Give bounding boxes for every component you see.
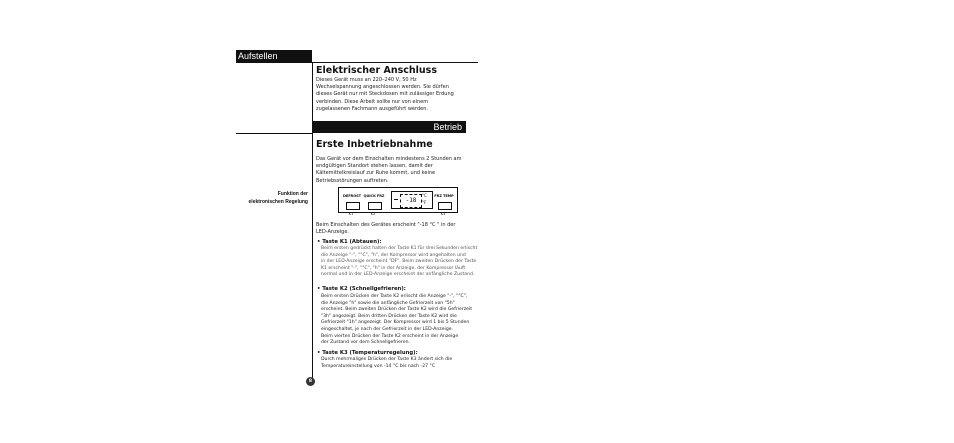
defrost-label: DEFROST <box>342 194 362 198</box>
bullet-k3-title: • Taste K3 (Temperaturregelung): <box>317 350 418 356</box>
bullet-k2-text: Beim ersten Drücken der Taste K2 erlischt die Anzeige "-", "°C", die Anzeige "h" sowie die anfängliche Gefrierzeit von "5h" erscheint. Beim zweiten Drücken der Taste K2 wird die Gefrierzeit "3h" angezeigt. Beim dritten Drücken der Taste K2 wird die Gefrierzeit "1h" angezeigt. Der Kompressor wird 1 bis 5 Stunden eingeschaltet, je nach der Gefrierzeit in der LED-Anzeige. Beim vierten Drücken der Taste K2 erscheint in der Anzeige der Zustand vor dem Schnellgefrieren. <box>321 294 473 346</box>
display-dash <box>394 199 398 200</box>
bullet-k1-text: Beim ersten gedrückt halten der Taste K1 für drei Sekunden erlischt die Anzeige "-", "°C", "h", der Kompressor wird angehalten und in der LED-Anzeige erscheint "DF". Beim zweiten Drücken der Taste K1 erscheint "-", "°C", "h" in der Anzeige, der Kompressor läuft normal und in der LED-Anzeige erscheint der anfängliche Zustand. <box>321 246 478 278</box>
section-tab: Aufstellen <box>236 50 312 63</box>
quick-freeze-label: QUICK FRZ <box>363 194 385 198</box>
side-label: Funktion der elektronischen Regelung <box>248 191 308 205</box>
key-k1 <box>346 202 360 210</box>
display-unit-c: °C <box>422 193 427 198</box>
connection-body: Dieses Gerät muss an 220–240 V, 50 Hz Wechselspannung angeschlossen werden. Sie dürfen dieses Gerät nur mit Steckdosen mit zulässiger Erdung verbinden. Diese Arbeit sollte nur von einem zugelassenen Fachmann ausgeführt werden. <box>316 77 454 112</box>
k2-tag: K2 <box>370 212 376 216</box>
bullet-k3-text: Durch mehrmaliges Drücken der Taste K3 ändert sich die Temperatureinstellung von -14 °C bis nach -27 °C <box>321 357 453 369</box>
k1-tag: K1 <box>348 212 354 216</box>
margin-line <box>312 62 313 380</box>
page-number: 8 <box>306 377 315 386</box>
k3-tag: K3 <box>440 212 446 216</box>
freezer-temp-label: FRZ TEMP <box>434 194 454 198</box>
control-panel-figure <box>338 187 458 213</box>
section-title-startup: Erste Inbetriebnahme <box>316 139 433 150</box>
left-rule <box>236 133 312 134</box>
top-rule <box>312 62 478 63</box>
led-display <box>391 191 433 209</box>
key-k2 <box>368 202 382 210</box>
key-k3 <box>438 202 452 210</box>
display-unit-f: °F <box>422 200 427 205</box>
display-digits: -18 <box>400 194 422 208</box>
after-panel-text: Beim Einschalten des Gerätes erscheint "-18 °C " in der LED-Anzeige. <box>316 222 456 236</box>
section-title-connection: Elektrischer Anschluss <box>316 65 437 76</box>
bullet-k2-title: • Taste K2 (Schnellgefrieren): <box>317 286 406 292</box>
startup-body: Das Gerät vor dem Einschalten mindestens 2 Stunden am endgültigen Standort stehen lassen, damit der Kältemittelkreislauf zur Ruhe kommt, und keine Betriebsstörungen auftreten. <box>316 156 462 184</box>
bullet-k1-title: • Taste K1 (Abtauen): <box>317 239 382 245</box>
subsection-tab: Betrieb <box>312 121 466 133</box>
